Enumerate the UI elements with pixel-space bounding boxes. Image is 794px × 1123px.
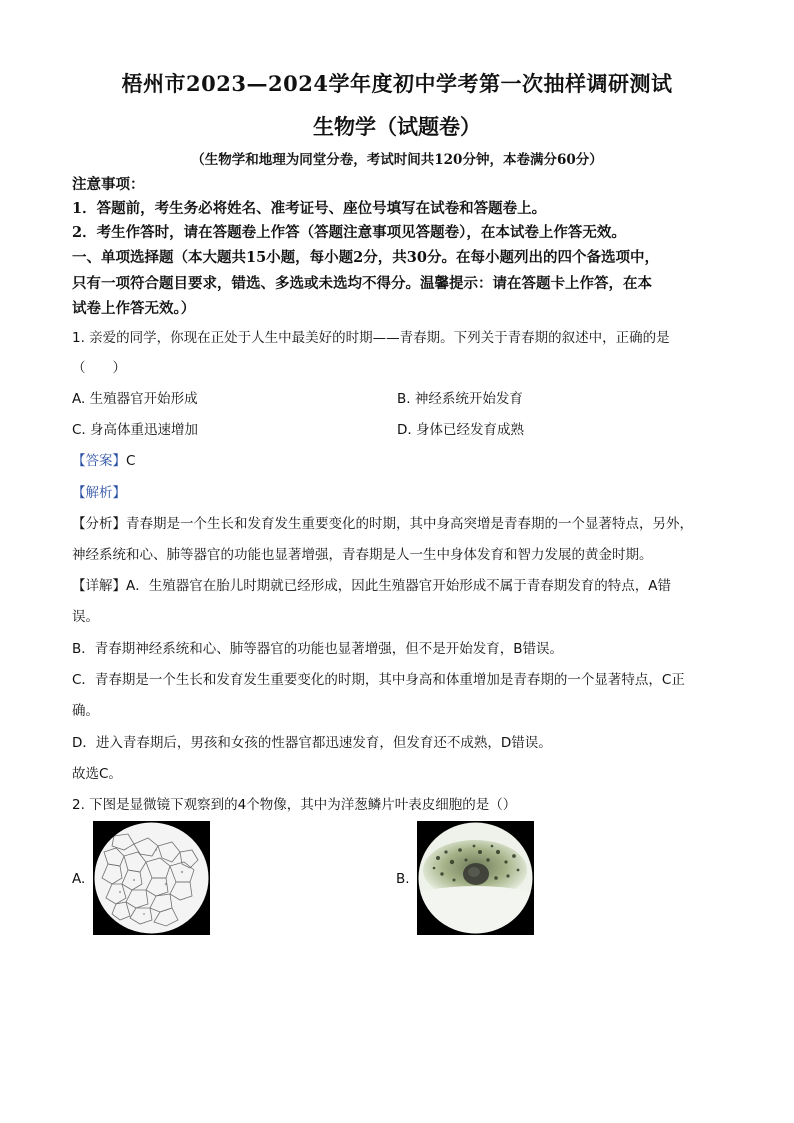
fenxi-line-1 (72, 512, 732, 532)
q1-stem-line-1: 1. 亲爱的同学，你现在正处于人生中最美好的时期——青春期。下列关于青春期的叙述中，正确的是 (72, 330, 670, 346)
q1-answer (72, 449, 732, 469)
section-1-line-1: 一、单项选择题（本大题共15小题，每小题2分，共30分。在每小题列出的四个备选项中， (72, 249, 659, 266)
xiangjie-line-c2: 确。 (72, 703, 99, 719)
fenxi-text-1: 青春期是一个生长和发育发生重要变化的时期，其中身高突增是青春期的一个显著特点，另外， (126, 516, 693, 532)
q1-option-c: C. 身高体重迅速增加 (72, 422, 199, 438)
page-title: 梧州市2023—2024学年度初中学考第一次抽样调研测试 (121, 71, 673, 96)
xiangjie-line-a2: 误。 (72, 609, 99, 625)
q1-option-b: B. 神经系统开始发育 (397, 391, 523, 407)
q1-conclusion: 故选C。 (72, 766, 122, 782)
q2-option-a-label: A. (72, 871, 86, 887)
answer-value: C (126, 453, 136, 469)
q1-option-a: A. 生殖器官开始形成 (72, 391, 198, 407)
xiangjie-line-c1: C．青春期是一个生长和发育发生重要变化的时期，其中身高和体重增加是青春期的一个显著特点，C正 (72, 672, 685, 688)
fenxi-line-2: 神经系统和心、肺等器官的功能也显著增强，青春期是人一生中身体发育和智力发展的黄金时期。 (72, 547, 653, 563)
page-subtitle: 生物学（试题卷） (313, 114, 481, 139)
section-1-line-2: 只有一项符合题目要求，错选、多选或未选均不得分。温馨提示：请在答题卡上作答，在本 (72, 275, 652, 292)
fenxi-tag: 【分析】 (72, 516, 126, 532)
q2-option-b-label: B. (396, 871, 410, 887)
micrograph-a-image (93, 821, 210, 935)
notice-item-2: 2．考生作答时，请在答题卷上作答（答题注意事项见答题卷），在本试卷上作答无效。 (72, 224, 626, 241)
xiangjie-line-d: D．进入青春期后，男孩和女孩的性器官都迅速发育，但发育还不成熟，D错误。 (72, 735, 552, 751)
xiangjie-line-a1 (72, 574, 732, 594)
q1-stem-line-2: （ ） (72, 360, 126, 376)
analysis-tag: 【解析】 (72, 485, 126, 501)
answer-tag: 【答案】 (72, 453, 126, 469)
exam-note: （生物学和地理为同堂分卷，考试时间共120分钟，本卷满分60分） (191, 152, 603, 168)
q1-option-d: D. 身体已经发育成熟 (397, 422, 524, 438)
micrograph-b-image (417, 821, 534, 935)
xiangjie-text-a1: A．生殖器官在胎儿时期就已经形成，因此生殖器官开始形成不属于青春期发育的特点，A错 (126, 578, 671, 594)
notice-item-1: 1．答题前，考生务必将姓名、准考证号、座位号填写在试卷和答题卷上。 (72, 200, 547, 217)
q2-stem: 2. 下图是显微镜下观察到的4个物像，其中为洋葱鳞片叶表皮细胞的是（） (72, 797, 517, 813)
xiangjie-line-b: B．青春期神经系统和心、肺等器官的功能也显著增强，但不是开始发育，B错误。 (72, 641, 564, 657)
notice-heading: 注意事项： (72, 176, 145, 193)
xiangjie-tag: 【详解】 (72, 578, 126, 594)
section-1-line-3: 试卷上作答无效。） (72, 300, 196, 317)
